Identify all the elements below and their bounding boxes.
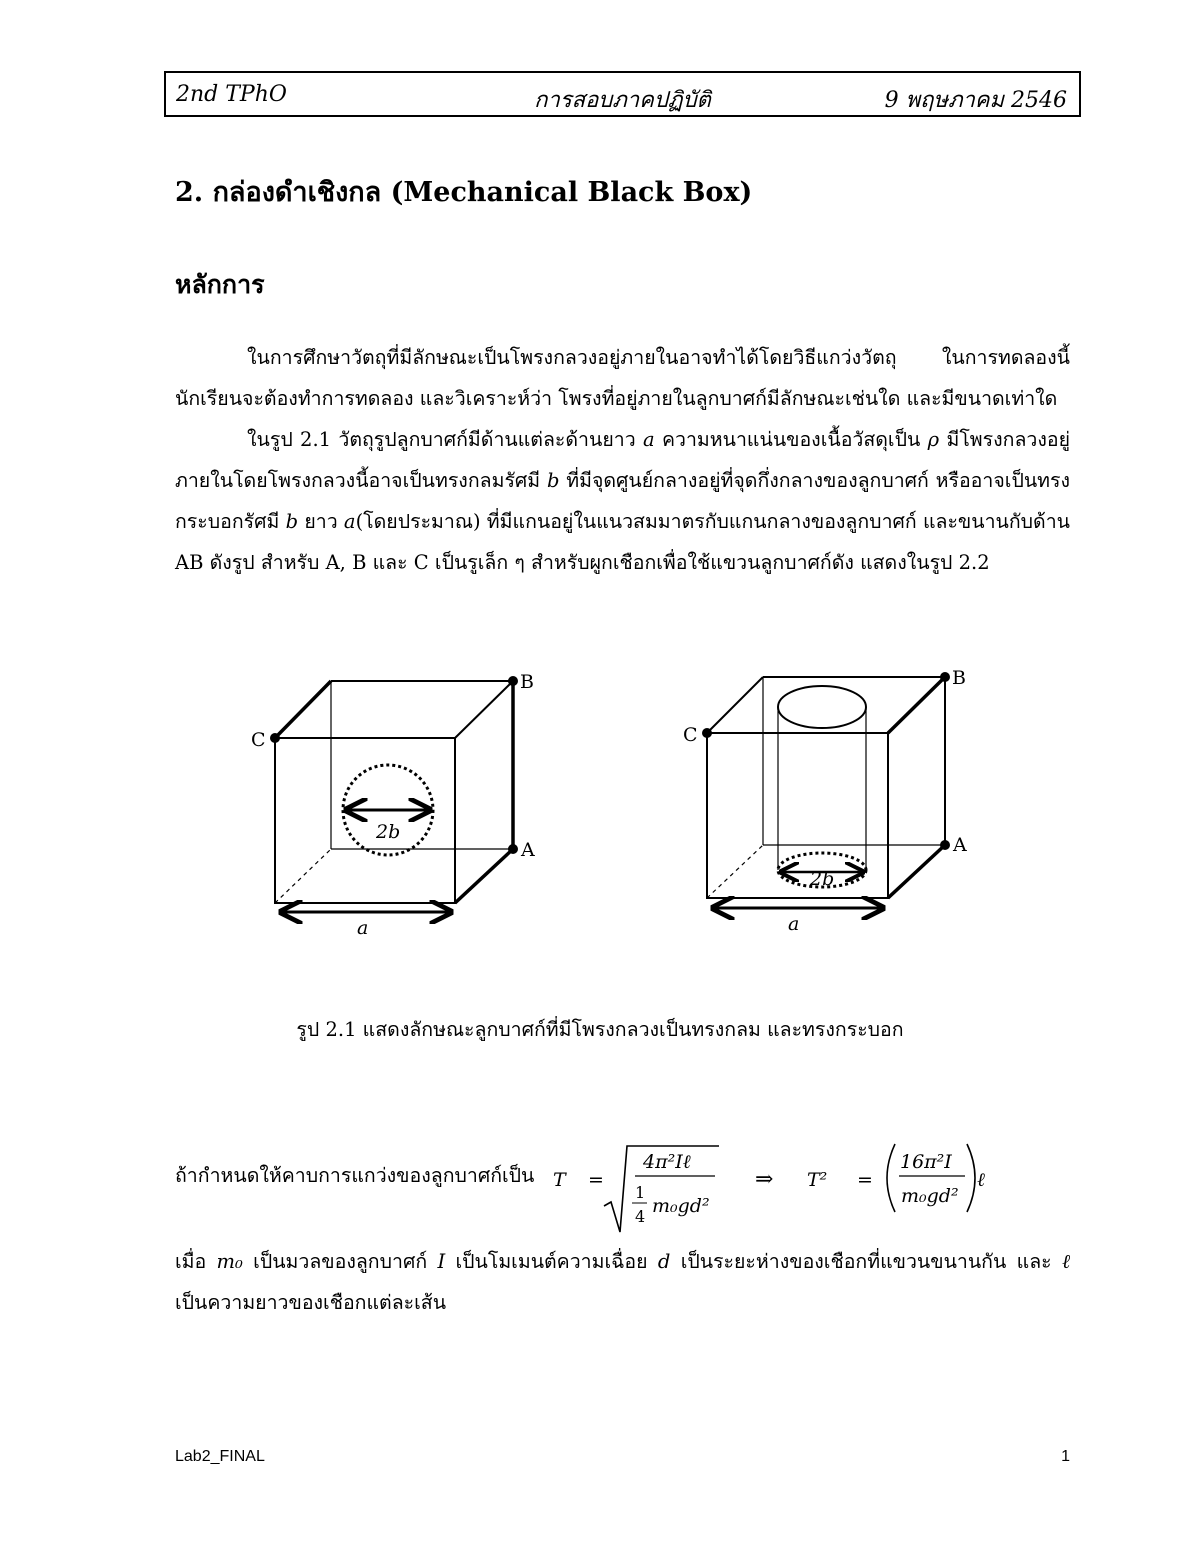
- hole-b-right: [940, 672, 950, 682]
- label-a-right: A: [953, 834, 967, 856]
- label-a-dim-left: a: [357, 917, 369, 939]
- formula-frac-four: 4: [635, 1207, 646, 1226]
- formula-frac-one: 1: [635, 1183, 646, 1202]
- label-b-left: B: [520, 671, 534, 693]
- label-2b-left: 2b: [376, 821, 401, 843]
- footer-filename: Lab2_FINAL: [175, 1448, 265, 1465]
- header-left: 2nd TPhO: [176, 82, 287, 107]
- footer-page-number: 1: [1061, 1448, 1070, 1465]
- var-m0: m₀: [216, 1250, 243, 1273]
- formula-den1: m₀gd²: [652, 1195, 710, 1217]
- p2-text-5: ยาว: [304, 510, 338, 533]
- p2-text-4: ที่มีจุดศูนย์กลางอยู่ที่จุดกึ่งกลางของลูกบาศก์ หรืออาจเป็นทรงกระบอกรัศมี: [175, 469, 1070, 533]
- label-c-right: C: [683, 724, 698, 746]
- hole-b-left: [508, 676, 518, 686]
- formula-den2: m₀gd²: [901, 1185, 959, 1207]
- cube-sphere-cavity: [275, 681, 513, 912]
- hole-a-right: [940, 840, 950, 850]
- formula-equals-1: =: [588, 1169, 604, 1191]
- hole-c-right: [702, 728, 712, 738]
- formula-t: T: [553, 1169, 566, 1191]
- label-2b-right: 2b: [810, 868, 835, 890]
- var-b: b: [546, 469, 560, 492]
- var-a-2: a: [343, 510, 356, 533]
- header-center: การสอบภาคปฏิบัติ: [534, 88, 711, 113]
- formula-t-squared: T²: [807, 1169, 828, 1191]
- p3-text-5: เป็นความยาวของเชือกแต่ละเส้น: [175, 1291, 447, 1314]
- formula-num2: 16π²I: [900, 1151, 952, 1173]
- label-b-right: B: [952, 667, 966, 689]
- formula-implies: ⇒: [755, 1167, 774, 1192]
- var-i: I: [437, 1250, 446, 1273]
- var-d: d: [657, 1250, 671, 1273]
- formula-num1: 4π²Iℓ: [643, 1151, 691, 1173]
- p3-text-3: เป็นโมเมนต์ความเฉื่อย: [455, 1250, 648, 1273]
- header-right: 9 พฤษภาคม 2546: [884, 88, 1067, 113]
- p2-text-2: ความหนาแน่นของเนื้อวัสดุเป็น: [661, 428, 921, 451]
- hole-c-left: [270, 733, 280, 743]
- p2-text-3: มีโพรงกลวงอยู่ภายในโดยโพรงกลวงนี้อาจเป็นทรงกลมรัศมี: [175, 428, 1071, 492]
- var-b-2: b: [285, 510, 299, 533]
- hole-a-left: [508, 844, 518, 854]
- formula-period: [175, 1140, 1075, 1240]
- var-a: a: [643, 428, 655, 451]
- p2-text-6: (โดยประมาณ) ที่มีแกนอยู่ในแนวสมมาตรกับแกนกลางของลูกบาศก์ และขนานกับด้าน AB ดังรูป สำหรับ A, B และ C เป็นรูเล็ก ๆ สำหรับผูกเชือกเพื่อใช้แขวนลูกบาศก์ดัง แสดงในรูป 2.2: [175, 510, 1070, 574]
- label-c-left: C: [251, 729, 266, 751]
- p3-text-4: เป็นระยะห่างของเชือกที่แขวนขนานกัน และ: [680, 1250, 1052, 1273]
- var-ell: ℓ: [1061, 1250, 1071, 1273]
- p3-text-1: เมื่อ: [175, 1250, 207, 1273]
- figure-caption: รูป 2.1 แสดงลักษณะลูกบาศก์ที่มีโพรงกลวงเป็นทรงกลม และทรงกระบอก: [296, 1018, 904, 1041]
- var-rho: ρ: [927, 428, 940, 451]
- formula-equals-2: =: [857, 1169, 873, 1191]
- document-title: 2. กล่องดำเชิงกล (Mechanical Black Box): [175, 177, 753, 208]
- p3-text-2: เป็นมวลของลูกบาศก์: [253, 1250, 428, 1273]
- formula-lead-text: ถ้ากำหนดให้คาบการแกว่งของลูกบาศก์เป็น: [175, 1164, 535, 1187]
- label-a-dim-right: a: [788, 913, 800, 935]
- formula-ell: ℓ: [977, 1169, 985, 1191]
- label-a-left: A: [521, 839, 535, 861]
- paragraph-definitions: [175, 1241, 1070, 1323]
- formula-graphic: [175, 1140, 1075, 1240]
- p2-text-1: ในรูป 2.1 วัตถุรูปลูกบาศก์มีด้านแต่ละด้านยาว: [247, 428, 636, 451]
- section-heading: หลักการ: [175, 270, 265, 299]
- paragraph-intro-text: ในการศึกษาวัตถุที่มีลักษณะเป็นโพรงกลวงอยู่ภายในอาจทำได้โดยวิธีแกว่งวัตถุ ในการทดลองนี้ นักเรียนจะต้องทำการทดลอง และวิเคราะห์ว่า โพรงที่อยู่ภายในลูกบาศก์มีลักษณะเช่นใด และมีขนาดเท่าใด: [175, 346, 1070, 410]
